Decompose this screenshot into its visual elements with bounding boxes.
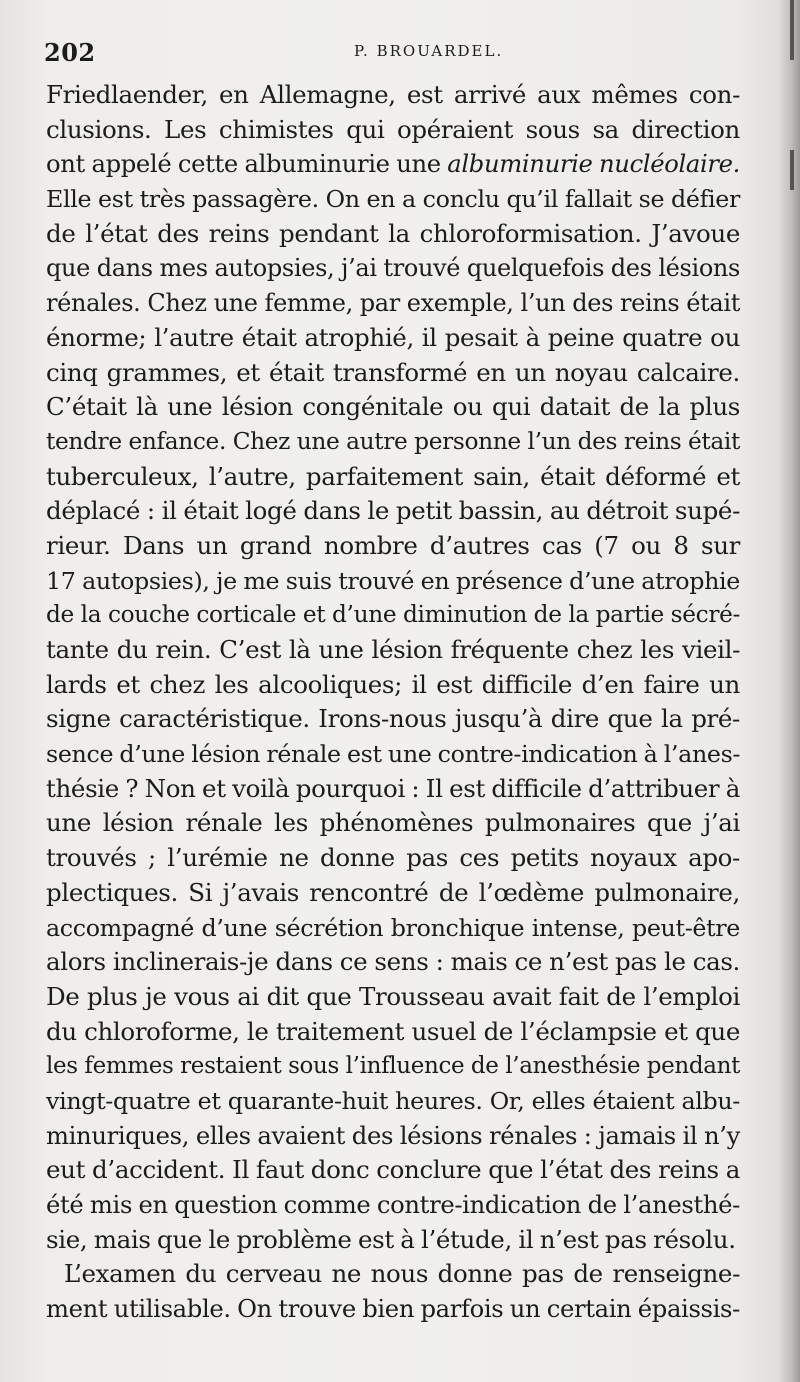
page-edge-mark: [790, 0, 794, 60]
text-line: accompagné d’une sécrétion bronchique intense, peut-être: [46, 913, 740, 942]
text-line: une lésion rénale les phénomènes pulmonaires que j’ai: [46, 808, 740, 838]
text-line: plectiques. Si j’avais rencontré de l’œdème pulmonaire,: [46, 877, 740, 907]
text-line: eut d’accident. Il faut donc conclure que l’état des reins a: [46, 1155, 740, 1185]
text-line-start: ont appelé cette albuminurie une: [46, 149, 448, 179]
running-head: P. BROUARDEL.: [354, 42, 504, 60]
text-line: 17 autopsies), je me suis trouvé en présence d’une atrophie: [46, 566, 740, 595]
text-line: tendre enfance. Chez une autre personne l’un des reins était: [46, 427, 740, 455]
page-number: 202: [44, 38, 96, 67]
text-line: Elle est très passagère. On en a conclu qu’il fallait se défier: [46, 185, 740, 214]
text-line: déplacé : il était logé dans le petit bassin, au détroit supé-: [46, 496, 740, 526]
text-line: alors inclinerais-je dans ce sens : mais ce n’est pas le cas.: [46, 947, 740, 977]
body-text: [46, 78, 740, 1327]
page-header: [44, 38, 744, 68]
page-edge-shadow: [778, 0, 800, 1382]
text-line: lards et chez les alcooliques; il est difficile d’en faire un: [46, 669, 740, 699]
text-line: de la couche corticale et d’une diminution de la partie sécré-: [46, 601, 740, 629]
text-line: du chloroforme, le traitement usuel de l’éclampsie et que: [46, 1016, 740, 1046]
text-line: Friedlaender, en Allemagne, est arrivé aux mêmes con-: [46, 80, 740, 109]
text-line: signe caractéristique. Irons-nous jusqu’à dire que la pré-: [46, 704, 740, 734]
text-line: tante du rein. C’est là une lésion fréquente chez les vieil-: [46, 635, 740, 664]
text-line: que dans mes autopsies, j’ai trouvé quelquefois des lésions: [46, 254, 740, 283]
page-edge-mark: [790, 150, 794, 190]
text-line: L’examen du cerveau ne nous donne pas de renseigne-: [64, 1259, 740, 1289]
text-line: été mis en question comme contre-indication de l’anesthé-: [46, 1190, 740, 1219]
text-line: sie, mais que le problème est à l’étude, il n’est pas résolu.: [46, 1224, 736, 1254]
text-line: ment utilisable. On trouve bien parfois un certain épaissis-: [46, 1294, 740, 1324]
text-line: De plus je vous ai dit que Trousseau avait fait de l’emploi: [46, 981, 740, 1011]
text-line: clusions. Les chimistes qui opéraient sous sa direction: [46, 114, 740, 144]
text-line: énorme; l’autre était atrophié, il pesait à peine quatre ou: [46, 322, 740, 352]
text-line: thésie ? Non et voilà pourquoi : Il est difficile d’attribuer à: [46, 773, 740, 803]
text-line: tuberculeux, l’autre, parfaitement sain, était déformé et: [46, 461, 740, 491]
text-line: minuriques, elles avaient des lésions rénales : jamais il n’y: [46, 1120, 740, 1150]
text-line: trouvés ; l’urémie ne donne pas ces petits noyaux apo-: [46, 843, 740, 873]
italic-term: albuminurie nucléolaire.: [447, 149, 740, 179]
text-line: rieur. Dans un grand nombre d’autres cas (7 ou 8 sur: [46, 530, 740, 560]
text-line: C’était là une lésion congénitale ou qui datait de la plus: [46, 392, 740, 422]
text-line: sence d’une lésion rénale est une contre-indication à l’anes-: [46, 740, 741, 769]
text-line: cinq grammes, et était transformé en un noyau calcaire.: [46, 357, 740, 387]
text-line: vingt-quatre et quarante-huit heures. Or, elles étaient albu-: [46, 1086, 740, 1115]
text-line: de l’état des reins pendant la chloroformisation. J’avoue: [46, 218, 740, 248]
text-line: [46, 147, 740, 182]
text-line: rénales. Chez une femme, par exemple, l’un des reins était: [46, 289, 740, 318]
text-line: les femmes restaient sous l’influence de l’anesthésie pendant: [46, 1053, 740, 1080]
